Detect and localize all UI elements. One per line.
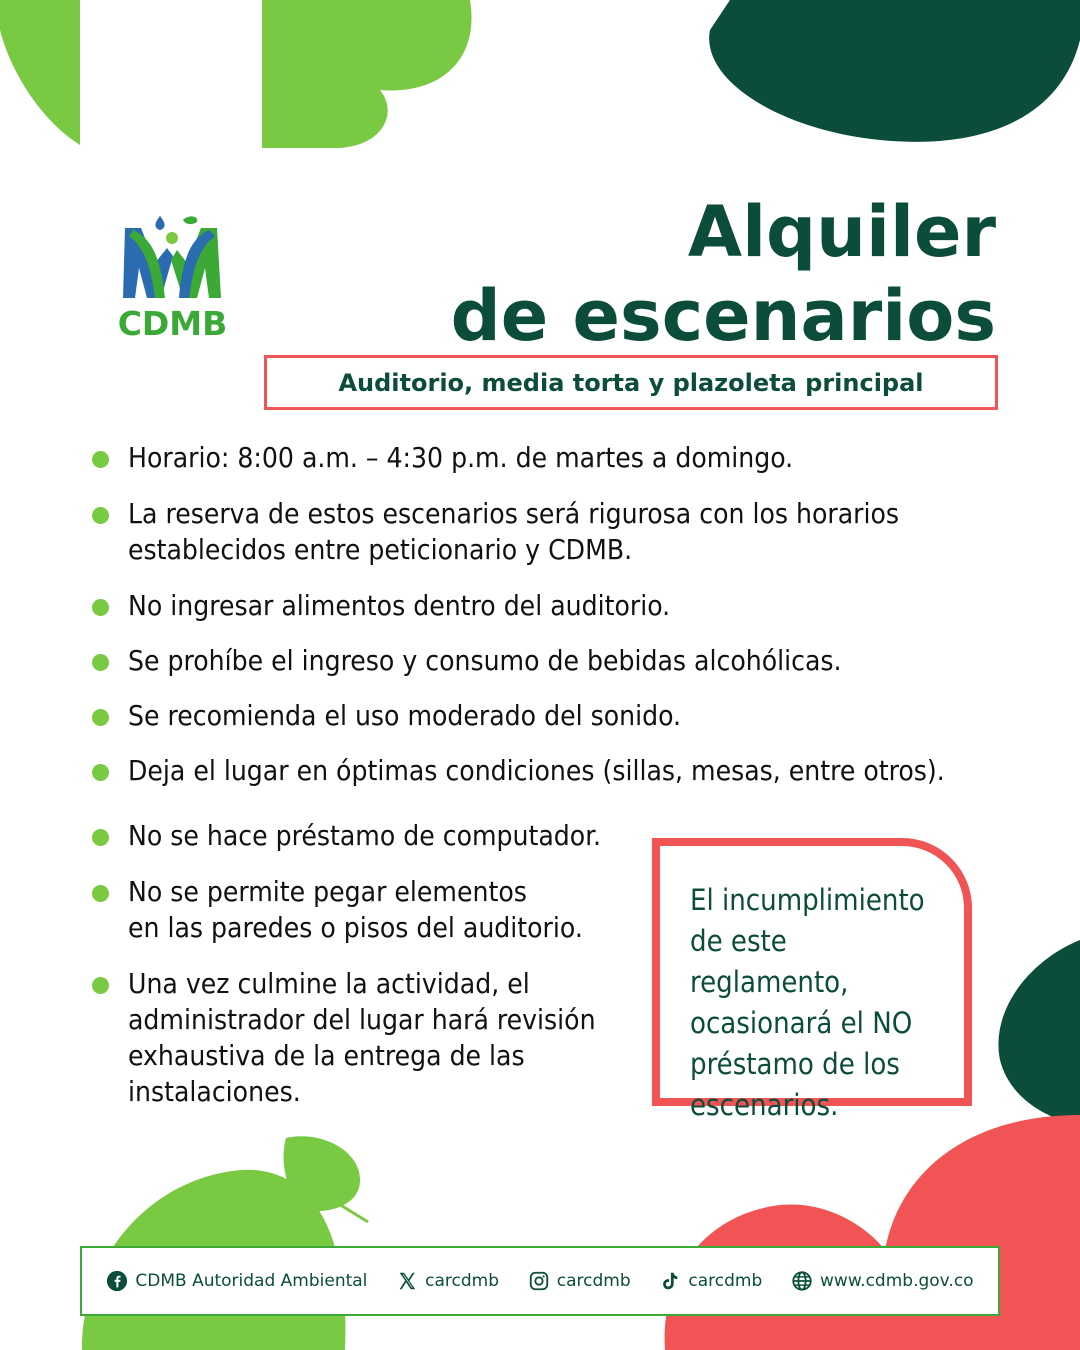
x-label: carcdmb [425,1271,500,1291]
leaf-bottom-small [284,1136,360,1211]
rule-text: No se hace préstamo de computador. [128,819,601,852]
warning-box [652,838,972,1122]
list-item [92,698,681,734]
cdmb-logo [105,208,240,343]
rule-text: Se prohíbe el ingreso y consumo de bebidas alcohólicas. [128,644,842,677]
logo-mark [105,208,240,303]
website-label: www.cdmb.gov.co [820,1271,974,1291]
subtitle: Auditorio, media torta y plazoleta principal [338,368,924,397]
list-item [92,818,632,854]
social-footer [80,1246,1000,1316]
subtitle-box [264,355,998,410]
list-item [92,643,842,679]
list-item [92,966,632,1110]
list-item [92,496,899,568]
bullet-icon [92,507,109,524]
x-link[interactable] [396,1270,499,1292]
bullet-icon [92,764,109,781]
tiktok-link[interactable] [659,1270,762,1292]
logo-text: CDMB [117,304,228,343]
rule-text: Horario: 8:00 a.m. – 4:30 p.m. de martes a domingo. [128,441,794,474]
instagram-icon [528,1270,550,1292]
page-title [451,190,996,358]
instagram-link[interactable] [528,1270,631,1292]
list-item [92,874,632,946]
instagram-label: carcdmb [556,1271,631,1291]
bullet-icon [92,977,109,994]
facebook-link[interactable] [106,1270,367,1292]
title-line-1: Alquiler [687,191,996,273]
bullet-icon [92,709,109,726]
title-line-2: de escenarios [450,275,996,357]
website-link[interactable] [791,1270,974,1292]
x-icon [396,1270,418,1292]
rule-text: La reserva de estos escenarios será rigurosa con los horarios establecidos entre peticionario y CDMB. [128,497,900,566]
facebook-label: CDMB Autoridad Ambiental [135,1271,368,1291]
rule-text: No se permite pegar elementos en las paredes o pisos del auditorio. [128,875,583,944]
rule-text: Se recomienda el uso moderado del sonido. [128,699,681,732]
bullet-icon [92,451,109,468]
bullet-icon [92,885,109,902]
warning-text: El incumplimiento de este reglamento, ocasionará el NO préstamo de los escenarios. [690,883,925,1122]
facebook-icon [106,1270,128,1292]
bullet-icon [92,829,109,846]
bullet-icon [92,654,109,671]
leaf-right-dark [998,940,1080,1125]
tiktok-label: carcdmb [688,1271,763,1291]
leaf-top-right [709,0,1080,142]
tiktok-icon [659,1270,681,1292]
bullet-icon [92,599,109,616]
leaf-top-middle [262,0,472,148]
rule-text: Una vez culmine la actividad, el administrador del lugar hará revisión exhaustiva de la entrega de las instalaciones. [128,967,596,1108]
leaf-top-left [0,0,80,145]
rule-text: No ingresar alimentos dentro del auditorio. [128,589,671,622]
list-item [92,588,670,624]
list-item [92,753,945,789]
list-item [92,440,793,476]
globe-icon [791,1270,813,1292]
rule-text: Deja el lugar en óptimas condiciones (sillas, mesas, entre otros). [128,754,945,787]
